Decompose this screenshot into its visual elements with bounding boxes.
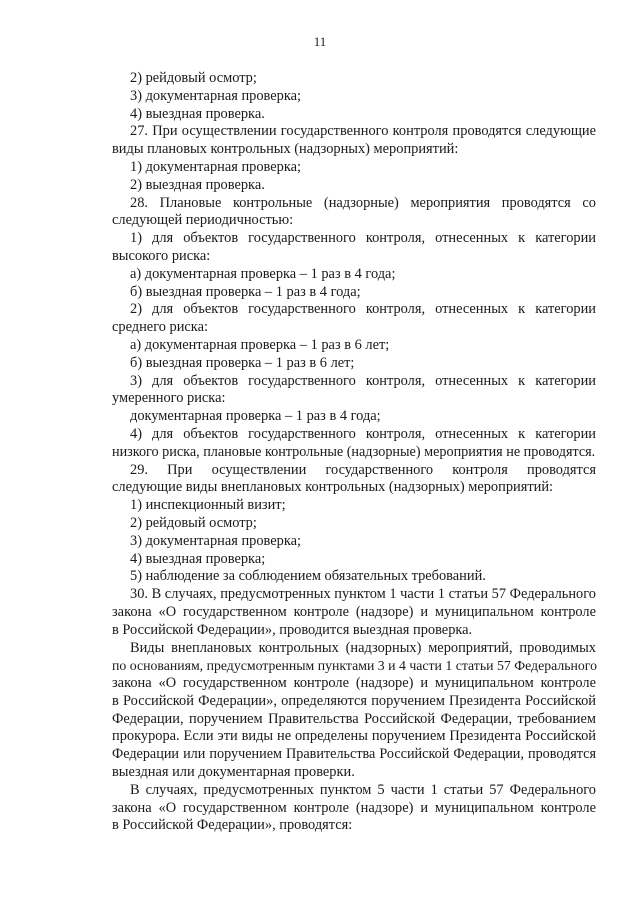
- text-line: следующие виды внеплановых контрольных (надзорных) мероприятий:: [112, 479, 554, 496]
- text-line: 3) документарная проверка;: [130, 532, 301, 549]
- text-line: следующей периодичностью:: [112, 212, 294, 229]
- text-line: 3) документарная проверка;: [130, 87, 301, 104]
- text-line: 5) наблюдение за соблюдением обязательных требований.: [130, 568, 486, 585]
- text-line: в Российской Федерации», определяются поручением Президента Российской: [112, 692, 596, 709]
- text-line: 30. В случаях, предусмотренных пунктом 1 части 1 статьи 57 Федерального: [130, 586, 596, 603]
- text-line: закона «О государственном контроле (надзоре) и муниципальном контроле: [112, 799, 596, 816]
- text-line: прокурора. Если эти виды не определены поручением Президента Российской: [112, 728, 596, 745]
- text-line: в Российской Федерации», проводится выездная проверка.: [112, 621, 473, 638]
- text-line: 2) рейдовый осмотр;: [130, 70, 257, 86]
- text-line: умеренного риска:: [112, 390, 226, 407]
- text-line: низкого риска, плановые контрольные (надзорные) мероприятия не проводятся.: [112, 443, 596, 460]
- text-line: 2) рейдовый осмотр;: [130, 514, 257, 531]
- text-line: 4) выездная проверка;: [130, 550, 266, 567]
- text-line: 1) инспекционный визит;: [130, 497, 286, 514]
- text-line: закона «О государственном контроле (надзоре) и муниципальном контроле: [112, 675, 596, 692]
- text-line: 4) для объектов государственного контроля, отнесенных к категории: [130, 425, 596, 442]
- text-line: Федерации или поручением Правительства Российской Федерации, проводятся: [112, 746, 596, 763]
- text-line: выездная или документарная проверки.: [112, 764, 355, 781]
- text-line: 27. При осуществлении государственного контроля проводятся следующие: [130, 123, 596, 140]
- text-line: Виды внеплановых контрольных (надзорных) мероприятий, проводимых: [130, 639, 596, 656]
- text-line: б) выездная проверка – 1 раз в 4 года;: [130, 283, 361, 300]
- text-line: высокого риска:: [112, 247, 211, 264]
- text-line: виды плановых контрольных (надзорных) мероприятий:: [112, 141, 459, 158]
- text-line: в Российской Федерации», проводятся:: [112, 817, 353, 834]
- text-line: 2) выездная проверка.: [130, 176, 265, 193]
- text-line: 1) для объектов государственного контроля, отнесенных к категории: [130, 230, 596, 247]
- text-line: а) документарная проверка – 1 раз в 6 лет;: [130, 336, 390, 353]
- text-line: по основаниям, предусмотренным пунктами 3 и 4 части 1 статьи 57 Федерального: [112, 658, 598, 674]
- text-line: Федерации, поручением Правительства Российской Федерации, требованием: [112, 710, 596, 727]
- text-line: 2) для объектов государственного контроля, отнесенных к категории: [130, 301, 596, 318]
- text-line: 4) выездная проверка.: [130, 105, 265, 122]
- text-line: В случаях, предусмотренных пунктом 5 части 1 статьи 57 Федерального: [130, 781, 596, 798]
- text-line: 28. Плановые контрольные (надзорные) мероприятия проводятся со: [130, 194, 596, 211]
- text-line: 3) для объектов государственного контроля, отнесенных к категории: [130, 372, 596, 389]
- text-line: закона «О государственном контроле (надзоре) и муниципальном контроле: [112, 603, 596, 620]
- text-line: 29. При осуществлении государственного контроля проводятся: [130, 461, 596, 478]
- text-line: документарная проверка – 1 раз в 4 года;: [130, 408, 381, 425]
- text-line: а) документарная проверка – 1 раз в 4 года;: [130, 265, 396, 282]
- document-body: [112, 70, 596, 835]
- text-line: среднего риска:: [112, 319, 208, 336]
- text-line: 1) документарная проверка;: [130, 158, 301, 175]
- text-line: б) выездная проверка – 1 раз в 6 лет;: [130, 354, 355, 371]
- page-number: 11: [313, 34, 327, 49]
